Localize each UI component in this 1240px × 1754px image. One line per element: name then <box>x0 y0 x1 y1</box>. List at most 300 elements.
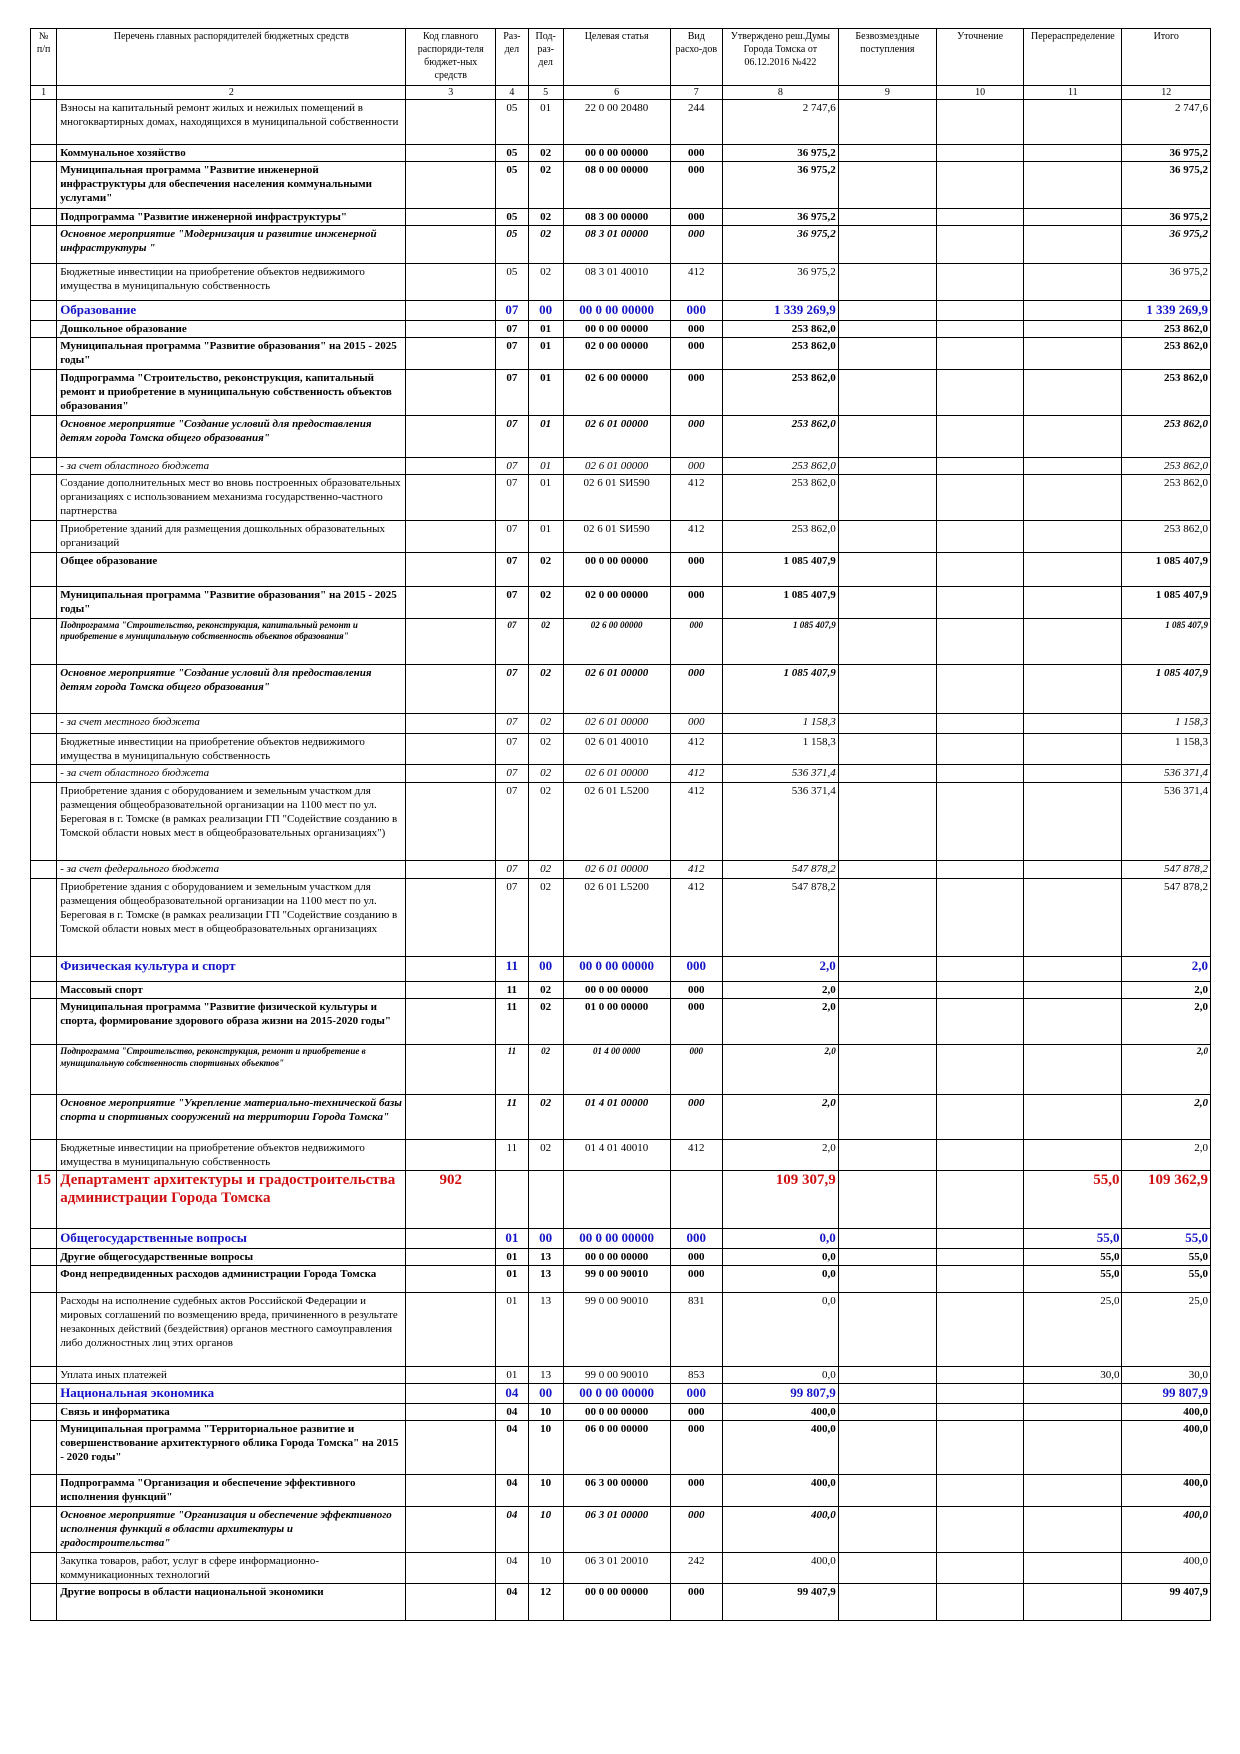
table-row <box>31 301 1211 321</box>
clarification <box>936 1266 1023 1293</box>
total-amount: 1 085 407,9 <box>1122 664 1211 713</box>
section-code: 07 <box>495 415 528 457</box>
approved-amount: 547 878,2 <box>723 861 839 879</box>
item-name: Национальная экономика <box>57 1384 406 1404</box>
manager-code <box>406 369 496 415</box>
section-code: 07 <box>495 618 528 664</box>
section-code: 07 <box>495 301 528 321</box>
total-amount: 36 975,2 <box>1122 209 1211 226</box>
table-row <box>31 552 1211 586</box>
total-amount: 253 862,0 <box>1122 337 1211 369</box>
redistribution <box>1024 474 1122 520</box>
target-article: 02 6 00 00000 <box>563 618 670 664</box>
colnum: 5 <box>528 86 563 100</box>
item-name: Создание дополнительных мест во вновь построенных образовательных организациях с использованием механизма государственно-частного партнерства <box>57 474 406 520</box>
target-article: 01 0 00 00000 <box>563 999 670 1045</box>
expense-type: 412 <box>670 474 722 520</box>
redistribution <box>1024 209 1122 226</box>
free-receipts <box>838 1140 936 1171</box>
approved-amount: 400,0 <box>723 1506 839 1552</box>
subsection-code: 10 <box>528 1420 563 1474</box>
row-index <box>31 337 57 369</box>
table-row <box>31 1095 1211 1140</box>
clarification <box>936 1367 1023 1384</box>
row-index <box>31 1367 57 1384</box>
header-section: Раз-дел <box>495 29 528 86</box>
free-receipts <box>838 1229 936 1249</box>
header-redistribution: Перераспределение <box>1024 29 1122 86</box>
approved-amount: 0,0 <box>723 1229 839 1249</box>
approved-amount: 547 878,2 <box>723 879 839 957</box>
target-article: 22 0 00 20480 <box>563 100 670 145</box>
item-name: Общегосударственные вопросы <box>57 1229 406 1249</box>
table-row <box>31 1506 1211 1552</box>
header-expense-type: Вид расхо-дов <box>670 29 722 86</box>
target-article: 00 0 00 00000 <box>563 982 670 999</box>
table-row <box>31 1403 1211 1420</box>
expense-type <box>670 1171 722 1229</box>
manager-code <box>406 337 496 369</box>
total-amount: 55,0 <box>1122 1229 1211 1249</box>
free-receipts <box>838 1403 936 1420</box>
manager-code <box>406 226 496 264</box>
redistribution <box>1024 1045 1122 1095</box>
subsection-code: 02 <box>528 713 563 733</box>
manager-code <box>406 1474 496 1506</box>
row-index <box>31 457 57 474</box>
table-row <box>31 765 1211 783</box>
subsection-code: 00 <box>528 957 563 982</box>
free-receipts <box>838 783 936 861</box>
table-row <box>31 337 1211 369</box>
manager-code <box>406 145 496 162</box>
approved-amount: 36 975,2 <box>723 226 839 264</box>
free-receipts <box>838 1367 936 1384</box>
free-receipts <box>838 765 936 783</box>
table-row <box>31 664 1211 713</box>
free-receipts <box>838 1171 936 1229</box>
clarification <box>936 100 1023 145</box>
row-index <box>31 145 57 162</box>
redistribution <box>1024 861 1122 879</box>
manager-code <box>406 100 496 145</box>
redistribution: 55,0 <box>1024 1171 1122 1229</box>
redistribution <box>1024 982 1122 999</box>
table-row <box>31 474 1211 520</box>
table-row <box>31 1420 1211 1474</box>
header-code: Код главного распоряди-теля бюджет-ных средств <box>406 29 496 86</box>
redistribution <box>1024 1384 1122 1404</box>
header-subsection: Под-раз-дел <box>528 29 563 86</box>
approved-amount: 2,0 <box>723 1045 839 1095</box>
subsection-code: 00 <box>528 1229 563 1249</box>
free-receipts <box>838 145 936 162</box>
row-index <box>31 861 57 879</box>
item-name: Приобретение зданий для размещения дошкольных образовательных организаций <box>57 520 406 552</box>
item-name: Дошкольное образование <box>57 320 406 337</box>
section-code: 04 <box>495 1506 528 1552</box>
expense-type: 000 <box>670 664 722 713</box>
item-name: Муниципальная программа "Развитие физической культуры и спорта, формирование здорового образа жизни на 2015-2020 годы" <box>57 999 406 1045</box>
expense-type: 000 <box>670 209 722 226</box>
row-index <box>31 982 57 999</box>
subsection-code: 02 <box>528 664 563 713</box>
manager-code <box>406 586 496 618</box>
row-index <box>31 474 57 520</box>
manager-code <box>406 999 496 1045</box>
table-row <box>31 520 1211 552</box>
approved-amount: 1 085 407,9 <box>723 586 839 618</box>
subsection-code: 02 <box>528 733 563 764</box>
target-article: 00 0 00 00000 <box>563 1229 670 1249</box>
redistribution <box>1024 999 1122 1045</box>
expense-type: 000 <box>670 957 722 982</box>
subsection-code: 02 <box>528 209 563 226</box>
clarification <box>936 713 1023 733</box>
free-receipts <box>838 664 936 713</box>
total-amount: 253 862,0 <box>1122 457 1211 474</box>
section-code: 07 <box>495 733 528 764</box>
approved-amount: 36 975,2 <box>723 145 839 162</box>
approved-amount: 1 158,3 <box>723 713 839 733</box>
redistribution: 55,0 <box>1024 1248 1122 1265</box>
header-idx: № п/п <box>31 29 57 86</box>
clarification <box>936 618 1023 664</box>
subsection-code: 13 <box>528 1248 563 1265</box>
row-index <box>31 999 57 1045</box>
target-article: 02 6 01 40010 <box>563 733 670 764</box>
section-code: 07 <box>495 320 528 337</box>
approved-amount: 1 085 407,9 <box>723 552 839 586</box>
section-code: 01 <box>495 1293 528 1367</box>
target-article: 02 6 00 00000 <box>563 369 670 415</box>
table-row <box>31 415 1211 457</box>
total-amount: 2,0 <box>1122 1140 1211 1171</box>
expense-type: 000 <box>670 369 722 415</box>
expense-type: 853 <box>670 1367 722 1384</box>
colnum: 10 <box>936 86 1023 100</box>
item-name: Основное мероприятие "Организация и обеспечение эффективного исполнения функций в области архитектуры и градостроительства" <box>57 1506 406 1552</box>
item-name: Подпрограмма "Строительство, реконструкция, капитальный ремонт и приобретение в муниципальную собственность объектов образования" <box>57 618 406 664</box>
section-code: 05 <box>495 100 528 145</box>
item-name: Департамент архитектуры и градостроительства администрации Города Томска <box>57 1171 406 1229</box>
total-amount: 36 975,2 <box>1122 264 1211 301</box>
redistribution <box>1024 586 1122 618</box>
total-amount: 253 862,0 <box>1122 369 1211 415</box>
item-name: Закупка товаров, работ, услуг в сфере информационно-коммуникационных технологий <box>57 1552 406 1583</box>
table-row <box>31 264 1211 301</box>
manager-code <box>406 457 496 474</box>
manager-code <box>406 301 496 321</box>
approved-amount: 99 407,9 <box>723 1583 839 1620</box>
row-index <box>31 733 57 764</box>
clarification <box>936 1506 1023 1552</box>
manager-code <box>406 209 496 226</box>
free-receipts <box>838 1266 936 1293</box>
target-article: 00 0 00 00000 <box>563 1583 670 1620</box>
table-row <box>31 145 1211 162</box>
total-amount: 36 975,2 <box>1122 162 1211 209</box>
total-amount: 547 878,2 <box>1122 879 1211 957</box>
section-code: 07 <box>495 369 528 415</box>
total-amount: 536 371,4 <box>1122 783 1211 861</box>
budget-table <box>30 28 1211 1621</box>
item-name: Подпрограмма "Строительство, реконструкция, капитальный ремонт и приобретение в муниципальную собственность объектов образования" <box>57 369 406 415</box>
item-name: Взносы на капитальный ремонт жилых и нежилых помещений в многоквартирных домах, находящихся в муниципальной собственности <box>57 100 406 145</box>
table-row <box>31 713 1211 733</box>
section-code: 11 <box>495 982 528 999</box>
table-row <box>31 100 1211 145</box>
approved-amount: 536 371,4 <box>723 765 839 783</box>
item-name: Массовый спорт <box>57 982 406 999</box>
approved-amount: 1 085 407,9 <box>723 664 839 713</box>
expense-type: 000 <box>670 415 722 457</box>
table-row <box>31 1140 1211 1171</box>
free-receipts <box>838 209 936 226</box>
table-row <box>31 320 1211 337</box>
row-index <box>31 1403 57 1420</box>
redistribution <box>1024 618 1122 664</box>
target-article: 00 0 00 00000 <box>563 957 670 982</box>
target-article: 06 3 01 00000 <box>563 1506 670 1552</box>
section-code: 07 <box>495 474 528 520</box>
redistribution <box>1024 1552 1122 1583</box>
clarification <box>936 520 1023 552</box>
clarification <box>936 1140 1023 1171</box>
subsection-code: 02 <box>528 982 563 999</box>
clarification <box>936 765 1023 783</box>
expense-type: 000 <box>670 320 722 337</box>
section-code: 01 <box>495 1229 528 1249</box>
approved-amount: 1 085 407,9 <box>723 618 839 664</box>
expense-type: 000 <box>670 1420 722 1474</box>
table-row <box>31 226 1211 264</box>
manager-code <box>406 861 496 879</box>
target-article: 00 0 00 00000 <box>563 1403 670 1420</box>
header-approved: Утверждено реш.Думы Города Томска от 06.12.2016 №422 <box>723 29 839 86</box>
target-article: 06 0 00 00000 <box>563 1420 670 1474</box>
approved-amount: 253 862,0 <box>723 320 839 337</box>
subsection-code: 02 <box>528 586 563 618</box>
table-row <box>31 982 1211 999</box>
approved-amount: 2,0 <box>723 1095 839 1140</box>
approved-amount: 253 862,0 <box>723 337 839 369</box>
subsection-code: 02 <box>528 145 563 162</box>
approved-amount: 109 307,9 <box>723 1171 839 1229</box>
target-article: 02 6 01 00000 <box>563 664 670 713</box>
clarification <box>936 733 1023 764</box>
redistribution <box>1024 369 1122 415</box>
total-amount: 2,0 <box>1122 957 1211 982</box>
row-index <box>31 264 57 301</box>
table-row <box>31 879 1211 957</box>
expense-type: 412 <box>670 765 722 783</box>
redistribution <box>1024 1506 1122 1552</box>
subsection-code: 02 <box>528 861 563 879</box>
row-index <box>31 1248 57 1265</box>
free-receipts <box>838 369 936 415</box>
total-amount: 36 975,2 <box>1122 145 1211 162</box>
free-receipts <box>838 879 936 957</box>
row-index <box>31 1552 57 1583</box>
row-index <box>31 957 57 982</box>
item-name: - за счет федерального бюджета <box>57 861 406 879</box>
clarification <box>936 1045 1023 1095</box>
total-amount: 109 362,9 <box>1122 1171 1211 1229</box>
row-index <box>31 552 57 586</box>
free-receipts <box>838 586 936 618</box>
redistribution <box>1024 664 1122 713</box>
item-name: Муниципальная программа "Развитие инженерной инфраструктуры для обеспечения населения коммунальными услугами" <box>57 162 406 209</box>
expense-type: 412 <box>670 264 722 301</box>
subsection-code: 10 <box>528 1552 563 1583</box>
expense-type: 000 <box>670 1403 722 1420</box>
redistribution <box>1024 1583 1122 1620</box>
target-article <box>563 1171 670 1229</box>
section-code: 11 <box>495 1140 528 1171</box>
header-target: Целевая статья <box>563 29 670 86</box>
manager-code <box>406 783 496 861</box>
section-code: 11 <box>495 1045 528 1095</box>
free-receipts <box>838 264 936 301</box>
clarification <box>936 301 1023 321</box>
table-row <box>31 1552 1211 1583</box>
row-index <box>31 1293 57 1367</box>
free-receipts <box>838 457 936 474</box>
free-receipts <box>838 1095 936 1140</box>
subsection-code: 13 <box>528 1367 563 1384</box>
manager-code <box>406 765 496 783</box>
item-name: Основное мероприятие "Создание условий для предоставления детям города Томска общего образования" <box>57 415 406 457</box>
manager-code <box>406 957 496 982</box>
table-row <box>31 783 1211 861</box>
colnum: 7 <box>670 86 722 100</box>
expense-type: 000 <box>670 586 722 618</box>
table-row <box>31 1583 1211 1620</box>
target-article: 02 6 01 00000 <box>563 861 670 879</box>
manager-code <box>406 982 496 999</box>
subsection-code: 00 <box>528 301 563 321</box>
approved-amount: 0,0 <box>723 1266 839 1293</box>
expense-type: 412 <box>670 783 722 861</box>
manager-code <box>406 474 496 520</box>
total-amount: 547 878,2 <box>1122 861 1211 879</box>
free-receipts <box>838 520 936 552</box>
target-article: 00 0 00 00000 <box>563 1248 670 1265</box>
free-receipts <box>838 1474 936 1506</box>
manager-code <box>406 1583 496 1620</box>
manager-code <box>406 520 496 552</box>
section-code: 07 <box>495 586 528 618</box>
expense-type: 000 <box>670 1248 722 1265</box>
section-code: 04 <box>495 1420 528 1474</box>
redistribution <box>1024 733 1122 764</box>
total-amount: 1 158,3 <box>1122 733 1211 764</box>
total-amount: 99 807,9 <box>1122 1384 1211 1404</box>
free-receipts <box>838 162 936 209</box>
target-article: 06 3 00 00000 <box>563 1474 670 1506</box>
subsection-code: 13 <box>528 1293 563 1367</box>
subsection-code: 02 <box>528 765 563 783</box>
total-amount: 1 339 269,9 <box>1122 301 1211 321</box>
target-article: 02 0 00 00000 <box>563 586 670 618</box>
section-code: 07 <box>495 879 528 957</box>
row-index <box>31 1583 57 1620</box>
manager-code <box>406 162 496 209</box>
redistribution: 25,0 <box>1024 1293 1122 1367</box>
subsection-code: 02 <box>528 162 563 209</box>
expense-type: 412 <box>670 520 722 552</box>
table-header-row <box>31 29 1211 86</box>
total-amount: 1 085 407,9 <box>1122 586 1211 618</box>
section-code: 07 <box>495 337 528 369</box>
approved-amount: 2,0 <box>723 957 839 982</box>
expense-type: 412 <box>670 733 722 764</box>
section-code: 04 <box>495 1474 528 1506</box>
manager-code <box>406 1095 496 1140</box>
table-row <box>31 1045 1211 1095</box>
target-article: 02 6 01 L5200 <box>563 879 670 957</box>
expense-type: 000 <box>670 982 722 999</box>
subsection-code <box>528 1171 563 1229</box>
row-index <box>31 713 57 733</box>
expense-type: 000 <box>670 162 722 209</box>
redistribution: 30,0 <box>1024 1367 1122 1384</box>
subsection-code: 02 <box>528 552 563 586</box>
approved-amount: 253 862,0 <box>723 520 839 552</box>
section-code: 04 <box>495 1552 528 1583</box>
clarification <box>936 1229 1023 1249</box>
manager-code <box>406 618 496 664</box>
item-name: Фонд непредвиденных расходов администрации Города Томска <box>57 1266 406 1293</box>
item-name: Подпрограмма "Строительство, реконструкция, ремонт и приобретение в муниципальную собственность спортивных объектов" <box>57 1045 406 1095</box>
expense-type: 000 <box>670 618 722 664</box>
expense-type: 000 <box>670 226 722 264</box>
clarification <box>936 1420 1023 1474</box>
free-receipts <box>838 1552 936 1583</box>
redistribution <box>1024 162 1122 209</box>
target-article: 02 0 00 00000 <box>563 337 670 369</box>
subsection-code: 02 <box>528 879 563 957</box>
item-name: Бюджетные инвестиции на приобретение объектов недвижимого имущества в муниципальную собственность <box>57 264 406 301</box>
clarification <box>936 1293 1023 1367</box>
approved-amount: 2,0 <box>723 982 839 999</box>
target-article: 01 4 00 0000 <box>563 1045 670 1095</box>
row-index <box>31 618 57 664</box>
row-index <box>31 879 57 957</box>
clarification <box>936 474 1023 520</box>
total-amount: 2,0 <box>1122 1095 1211 1140</box>
header-free-receipts: Безвозмездные поступления <box>838 29 936 86</box>
item-name: Основное мероприятие "Модернизация и развитие инженерной инфраструктуры " <box>57 226 406 264</box>
section-code: 04 <box>495 1403 528 1420</box>
free-receipts <box>838 320 936 337</box>
subsection-code: 02 <box>528 264 563 301</box>
redistribution <box>1024 783 1122 861</box>
total-amount: 400,0 <box>1122 1552 1211 1583</box>
manager-code <box>406 552 496 586</box>
expense-type: 000 <box>670 1583 722 1620</box>
approved-amount: 400,0 <box>723 1474 839 1506</box>
manager-code <box>406 320 496 337</box>
redistribution <box>1024 713 1122 733</box>
item-name: Бюджетные инвестиции на приобретение объектов недвижимого имущества в муниципальную собственность <box>57 1140 406 1171</box>
redistribution <box>1024 457 1122 474</box>
subsection-code: 02 <box>528 783 563 861</box>
total-amount: 1 158,3 <box>1122 713 1211 733</box>
redistribution <box>1024 415 1122 457</box>
section-code: 04 <box>495 1583 528 1620</box>
